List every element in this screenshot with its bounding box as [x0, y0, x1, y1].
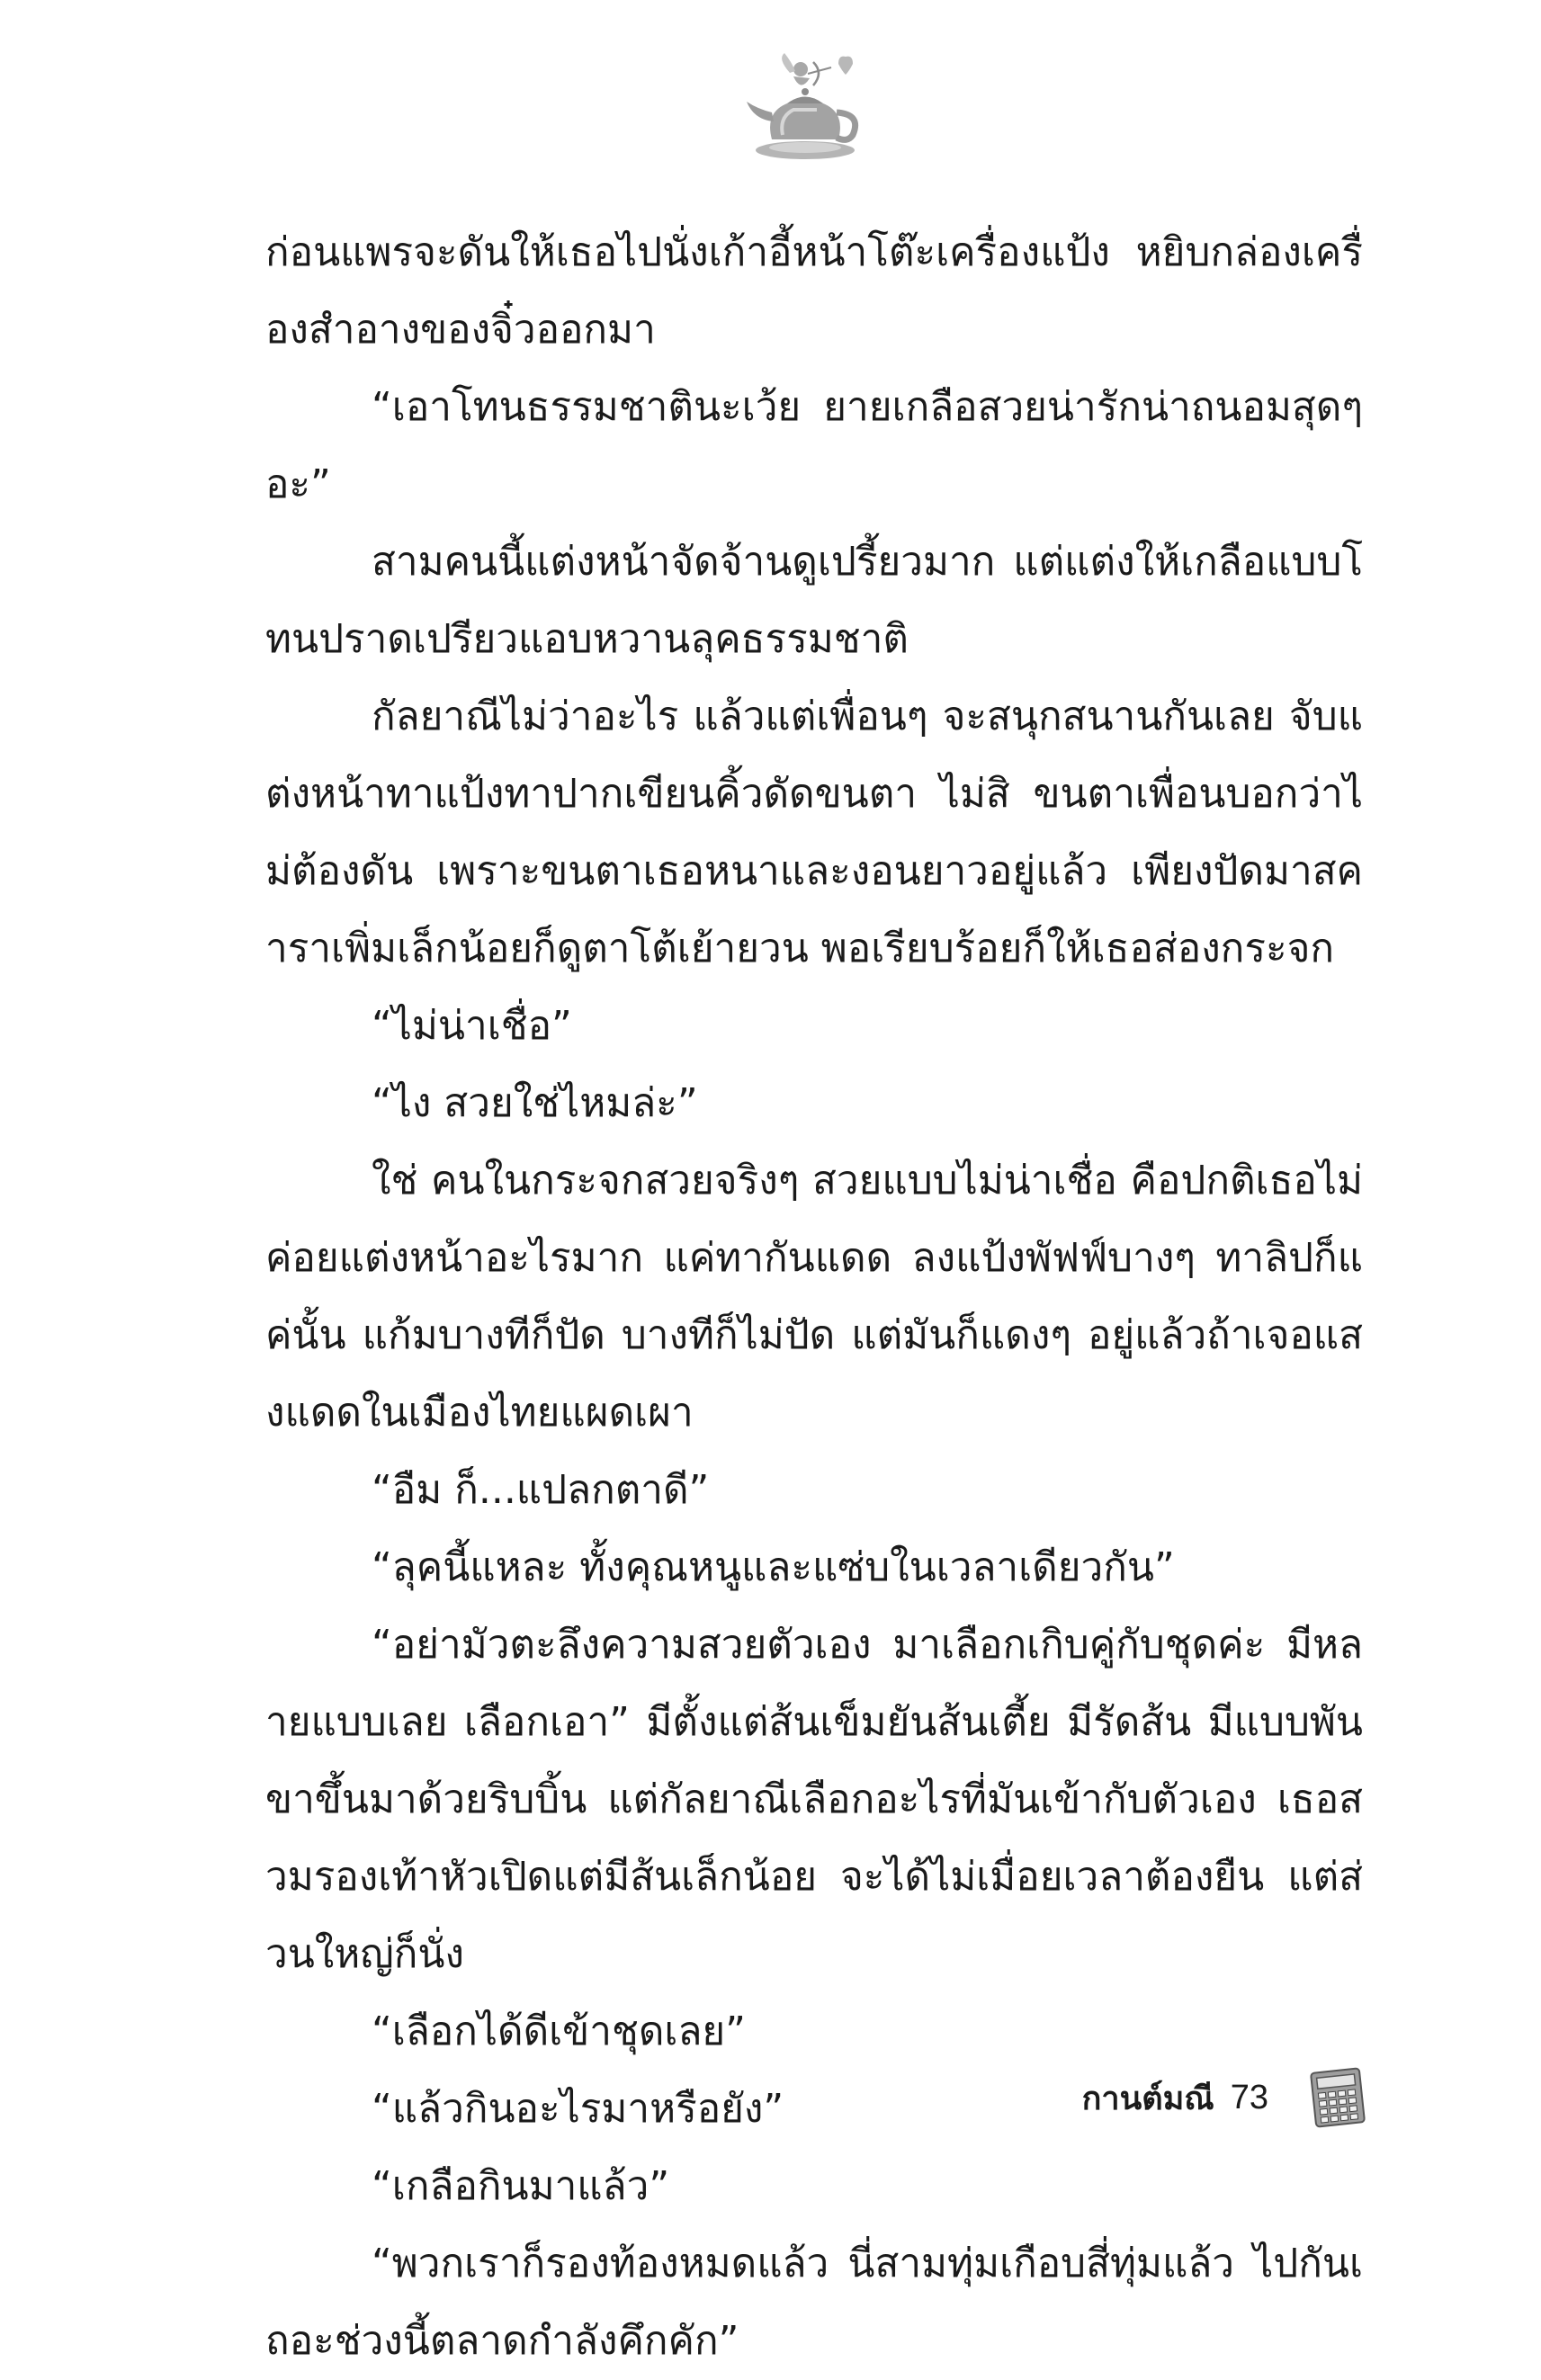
paragraph: “ลุคนี้แหละ ทั้งคุณหนูและแซ่บในเวลาเดียวกัน”	[372, 1544, 1175, 1590]
paragraph: “พวกเราก็รองท้องหมดแล้ว นี่สามทุ่มเกือบสี่ทุ่มแล้ว ไปกันเถอะช่วงนี้ตลาดกำลังคึกคัก”	[265, 2241, 1363, 2364]
paragraph: กัลยาณีไม่ว่าอะไร แล้วแต่เพื่อนๆ จะสนุกสนานกันเลย จับแต่งหน้าทาแป้งทาปากเขียนคิ้วดัดขนตา ไม่สิ ขนตาเพื่อนบอกว่าไม่ต้องดัน เพราะขนตาเธอหนาและงอนยาวอยู่แล้ว เพียงปัดมาสคาราเพิ่มเล็กน้อยก็ดูตาโต้เย้ายวน พอเรียบร้อยก็ให้เธอส่องกระจก	[265, 693, 1363, 971]
paragraph: “แล้วกินอะไรมาหรือยัง”	[372, 2086, 784, 2132]
paragraph: ก่อนแพรจะดันให้เธอไปนั่งเก้าอี้หน้าโต๊ะเครื่องแป้ง หยิบกล่องเครื่องสำอางของจิ๋วออกมา	[265, 229, 1363, 353]
paragraph: “อย่ามัวตะลึงความสวยตัวเอง มาเลือกเกิบคู่กับชุดค่ะ มีหลายแบบเลย เลือกเอา” มีตั้งแต่ส้นเข็มยันส้นเตี้ย มีรัดส้น มีแบบพันขาขึ้นมาด้วยริบบิ้น แต่กัลยาณีเลือกอะไรที่มันเข้ากับตัวเอง เธอสวมรองเท้าหัวเปิดแต่มีส้นเล็กน้อย จะได้ไม่เมื่อยเวลาต้องยืน แต่ส่วนใหญ่ก็นั่ง	[265, 1622, 1363, 1977]
teapot-cupid-ornament-icon	[738, 49, 873, 166]
paragraph: “อืม ก็...แปลกตาดี”	[372, 1467, 710, 1513]
calculator-icon	[1310, 2067, 1366, 2128]
paragraph: “เกลือกินมาแล้ว”	[372, 2163, 670, 2209]
paragraph: “เอาโทนธรรมชาตินะเว้ย ยายเกลือสวยน่ารักน่าถนอมสุดๆ อะ”	[265, 384, 1363, 507]
page-number: 73	[1230, 2078, 1268, 2116]
body-text	[265, 214, 1363, 2380]
paragraph: สามคนนี้แต่งหน้าจัดจ้านดูเปรี้ยวมาก แต่แต่งให้เกลือแบบโทนปราดเปรียวแอบหวานลุคธรรมชาติ	[265, 539, 1363, 662]
paragraph: “เลือกได้ดีเข้าชุดเลย”	[372, 2009, 746, 2054]
page-footer	[1082, 2067, 1366, 2128]
paragraph: ใช่ คนในกระจกสวยจริงๆ สวยแบบไม่น่าเชื่อ คือปกติเธอไม่ค่อยแต่งหน้าอะไรมาก แค่ทากันแดด ลงแป้งพัฟฟ์บางๆ ทาลิปก็แค่นั้น แก้มบางทีก็ปัด บางทีก็ไม่ปัด แต่มันก็แดงๆ อยู่แล้วถ้าเจอแสงแดดในเมืองไทยแผดเผา	[265, 1158, 1363, 1436]
paragraph: “ไม่น่าเชื่อ”	[372, 1003, 572, 1049]
author-name: กานต์มณี	[1081, 2080, 1214, 2117]
paragraph: “ไง สวยใช่ไหมล่ะ”	[372, 1080, 698, 1126]
